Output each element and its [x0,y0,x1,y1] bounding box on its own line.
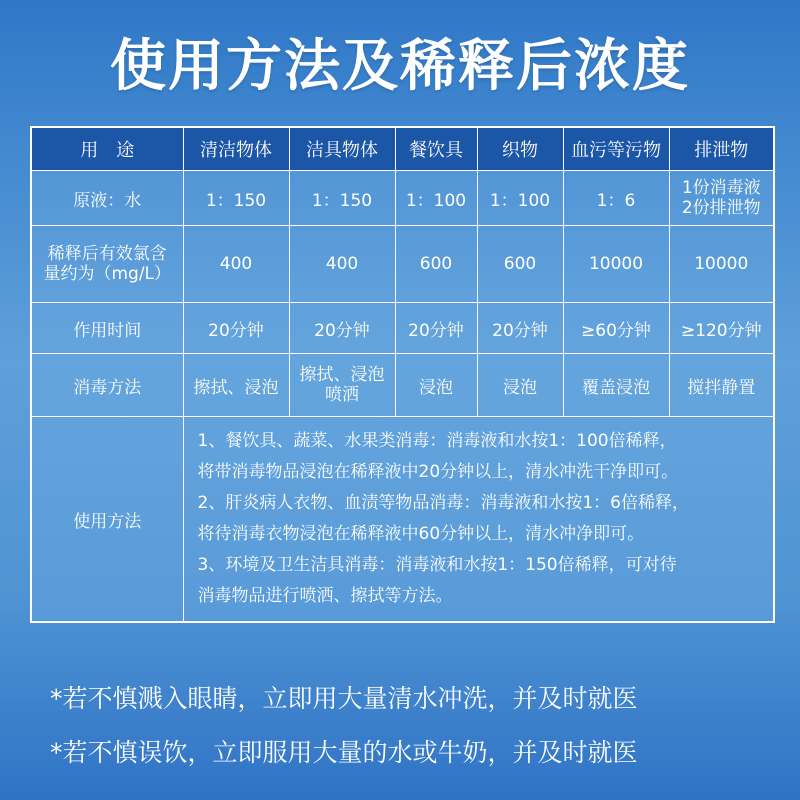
header-cell-blood-stains: 血污等污物 [563,127,669,171]
table-cell: 600 [477,226,563,303]
table-cell [669,171,774,226]
table-cell: 浸泡 [395,354,477,417]
usage-table [30,126,775,623]
header-cell-clean-objects: 清洁物体 [183,127,289,171]
header-cell-sanitary-ware: 洁具物体 [289,127,395,171]
table-cell: 覆盖浸泡 [563,354,669,417]
instruction-line: 3、环境及卫生洁具消毒：消毒液和水按1：150倍稀释，可对待 [197,555,677,575]
table-cell: 1：6 [563,171,669,226]
table-row-concentration [31,226,774,303]
table-cell: 1：150 [183,171,289,226]
safety-notes [50,672,638,780]
instructions-cell [183,417,774,623]
safety-note-ingestion: *若不慎误饮，立即服用大量的水或牛奶，并及时就医 [50,738,638,767]
table-cell: 1：150 [289,171,395,226]
instruction-line: 消毒物品进行喷洒、擦拭等方法。 [197,586,453,606]
row-label-instructions: 使用方法 [31,417,183,623]
table-cell: 20分钟 [477,303,563,354]
row-label-ratio: 原液：水 [31,171,183,226]
table-cell [289,354,395,417]
cell-line: 2份排泄物 [681,198,761,218]
table-cell: ≥120分钟 [669,303,774,354]
table-row-method [31,354,774,417]
page-title: 使用方法及稀释后浓度 [110,34,690,99]
cell-line: 擦拭、浸泡 [299,365,385,385]
row-label-line: 量约为（mg/L） [43,264,172,284]
table-cell: 浸泡 [477,354,563,417]
table-cell: 1：100 [395,171,477,226]
cell-line: 喷洒 [325,385,359,405]
table-cell: 10000 [669,226,774,303]
cell-line: 1份消毒液 [681,178,761,198]
header-cell-use: 用 途 [31,127,183,171]
table-cell: 1：100 [477,171,563,226]
row-label-concentration [31,226,183,303]
table-cell: ≥60分钟 [563,303,669,354]
row-label-method: 消毒方法 [31,354,183,417]
table-cell: 擦拭、浸泡 [183,354,289,417]
table-cell: 20分钟 [289,303,395,354]
table-cell: 搅拌静置 [669,354,774,417]
safety-note-eyes: *若不慎溅入眼睛，立即用大量清水冲洗，并及时就医 [50,684,638,713]
table-cell: 400 [183,226,289,303]
table-cell: 10000 [563,226,669,303]
table-cell: 20分钟 [395,303,477,354]
instruction-line: 1、餐饮具、蔬菜、水果类消毒：消毒液和水按1：100倍稀释， [197,431,677,451]
table-header-row [31,127,774,171]
table-cell: 20分钟 [183,303,289,354]
table-cell: 400 [289,226,395,303]
row-label-duration: 作用时间 [31,303,183,354]
table-cell: 600 [395,226,477,303]
header-cell-excrement: 排泄物 [669,127,774,171]
table-row-duration [31,303,774,354]
header-cell-fabric: 织物 [477,127,563,171]
instruction-line: 2、肝炎病人衣物、血渍等物品消毒：消毒液和水按1：6倍稀释， [197,493,689,513]
table-row-instructions [31,417,774,623]
table-row-ratio [31,171,774,226]
row-label-line: 稀释后有效氯含 [47,244,167,264]
instruction-line: 将带消毒物品浸泡在稀释液中20分钟以上，清水冲洗干净即可。 [197,462,679,482]
instruction-line: 将待消毒衣物浸泡在稀释液中60分钟以上，清水冲净即可。 [197,524,645,544]
header-cell-tableware: 餐饮具 [395,127,477,171]
